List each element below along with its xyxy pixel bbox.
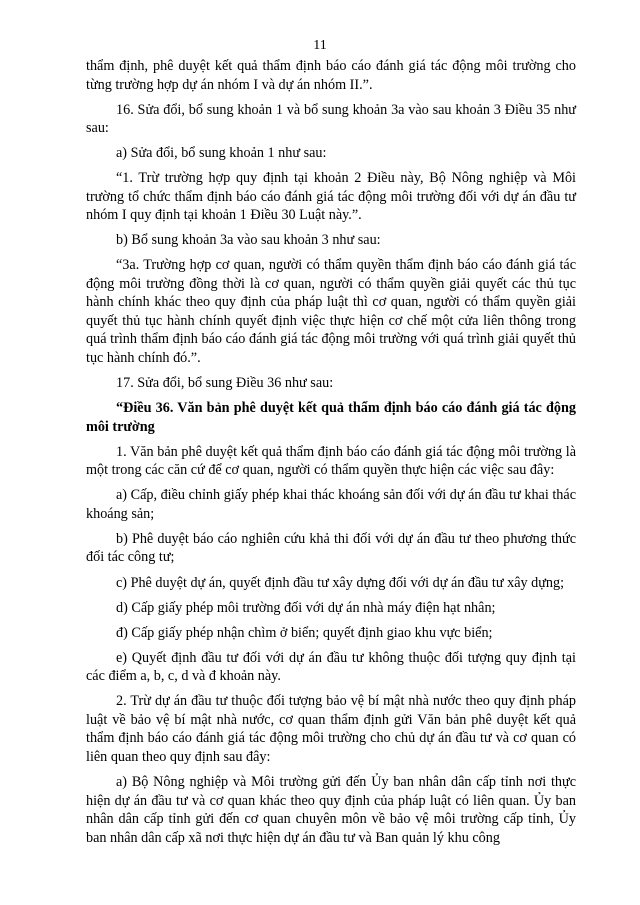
paragraph-point-d-nuclear: d) Cấp giấy phép môi trường đối với dự án nhà máy điện hạt nhân;: [116, 599, 496, 616]
page-number: 11: [313, 38, 327, 53]
document-body: [86, 57, 576, 847]
paragraph-quoted-clause-3a: “3a. Trường hợp cơ quan, người có thẩm quyền thẩm định báo cáo đánh giá tác động môi trường đồng thời là cơ quan, người có thẩm quyền giải quyết các thủ tục hành chính khác theo quy định của pháp luật thì cơ quan, người có thẩm quyền giải quyết thủ tục hành chính quyết định việc thực hiện cơ chế một cửa liên thông trong quá trình thẩm định báo cáo đánh giá tác động môi trường với quá trình giải quyết thủ tục hành chính đó.”.: [86, 257, 576, 366]
article-36-heading: “Điều 36. Văn bản phê duyệt kết quả thẩm định báo cáo đánh giá tác động môi trường: [86, 400, 576, 435]
paragraph-quoted-clause-1: “1. Trừ trường hợp quy định tại khoản 2 Điều này, Bộ Nông nghiệp và Môi trường tổ chức thẩm định báo cáo đánh giá tác động môi trường đối với dự án đầu tư nhóm I quy định tại khoản 1 Điều 30 Luật này.”.: [86, 170, 576, 224]
paragraph-clause-2: 2. Trừ dự án đầu tư thuộc đối tượng bảo vệ bí mật nhà nước theo quy định pháp luật về bảo vệ bí mật nhà nước, cơ quan thẩm định gửi Văn bản phê duyệt kết quả thẩm định báo cáo đánh giá tác động môi trường cho chủ dự án đầu tư và cơ quan có liên quan theo quy định sau đây:: [86, 693, 576, 765]
paragraph-point-e-investment: e) Quyết định đầu tư đối với dự án đầu tư không thuộc đối tượng quy định tại các điểm a, b, c, d và đ khoản này.: [86, 649, 576, 685]
paragraph-point-b: b) Bổ sung khoản 3a vào sau khoản 3 như sau:: [116, 232, 381, 249]
paragraph-continuation: thẩm định, phê duyệt kết quả thẩm định báo cáo đánh giá tác động môi trường cho từng trường hợp dự án nhóm I và dự án nhóm II.”.: [86, 58, 576, 93]
paragraph-point-a: a) Sửa đổi, bổ sung khoản 1 như sau:: [116, 145, 327, 162]
paragraph-point-a-licensing: a) Cấp, điều chỉnh giấy phép khai thác khoáng sản đối với dự án đầu tư khai thác khoáng sản;: [86, 487, 576, 522]
paragraph-point-a-ministry: a) Bộ Nông nghiệp và Môi trường gửi đến Ủy ban nhân dân cấp tỉnh nơi thực hiện dự án đầu tư và cơ quan khác theo quy định của pháp luật có liên quan. Ủy ban nhân dân cấp tỉnh gửi đến cơ quan chuyên môn về bảo vệ môi trường cấp tỉnh, Ủy ban nhân dân cấp xã nơi thực hiện dự án đầu tư và Ban quản lý khu công: [86, 774, 576, 846]
paragraph-clause-1: 1. Văn bản phê duyệt kết quả thẩm định báo cáo đánh giá tác động môi trường là một trong các căn cứ để cơ quan, người có thẩm quyền thực hiện các việc sau đây:: [86, 443, 576, 479]
paragraph-item-17: 17. Sửa đổi, bổ sung Điều 36 như sau:: [116, 375, 334, 392]
paragraph-point-c-construction: c) Phê duyệt dự án, quyết định đầu tư xây dựng đối với dự án đầu tư xây dựng;: [116, 574, 565, 591]
paragraph-item-16: 16. Sửa đổi, bổ sung khoản 1 và bổ sung khoản 3a vào sau khoản 3 Điều 35 như sau:: [86, 101, 576, 137]
paragraph-point-dd-sea: đ) Cấp giấy phép nhận chìm ở biển; quyết định giao khu vực biển;: [116, 624, 493, 641]
paragraph-point-b-ppp: b) Phê duyệt báo cáo nghiên cứu khả thi đối với dự án đầu tư theo phương thức đối tác công tư;: [86, 530, 576, 566]
